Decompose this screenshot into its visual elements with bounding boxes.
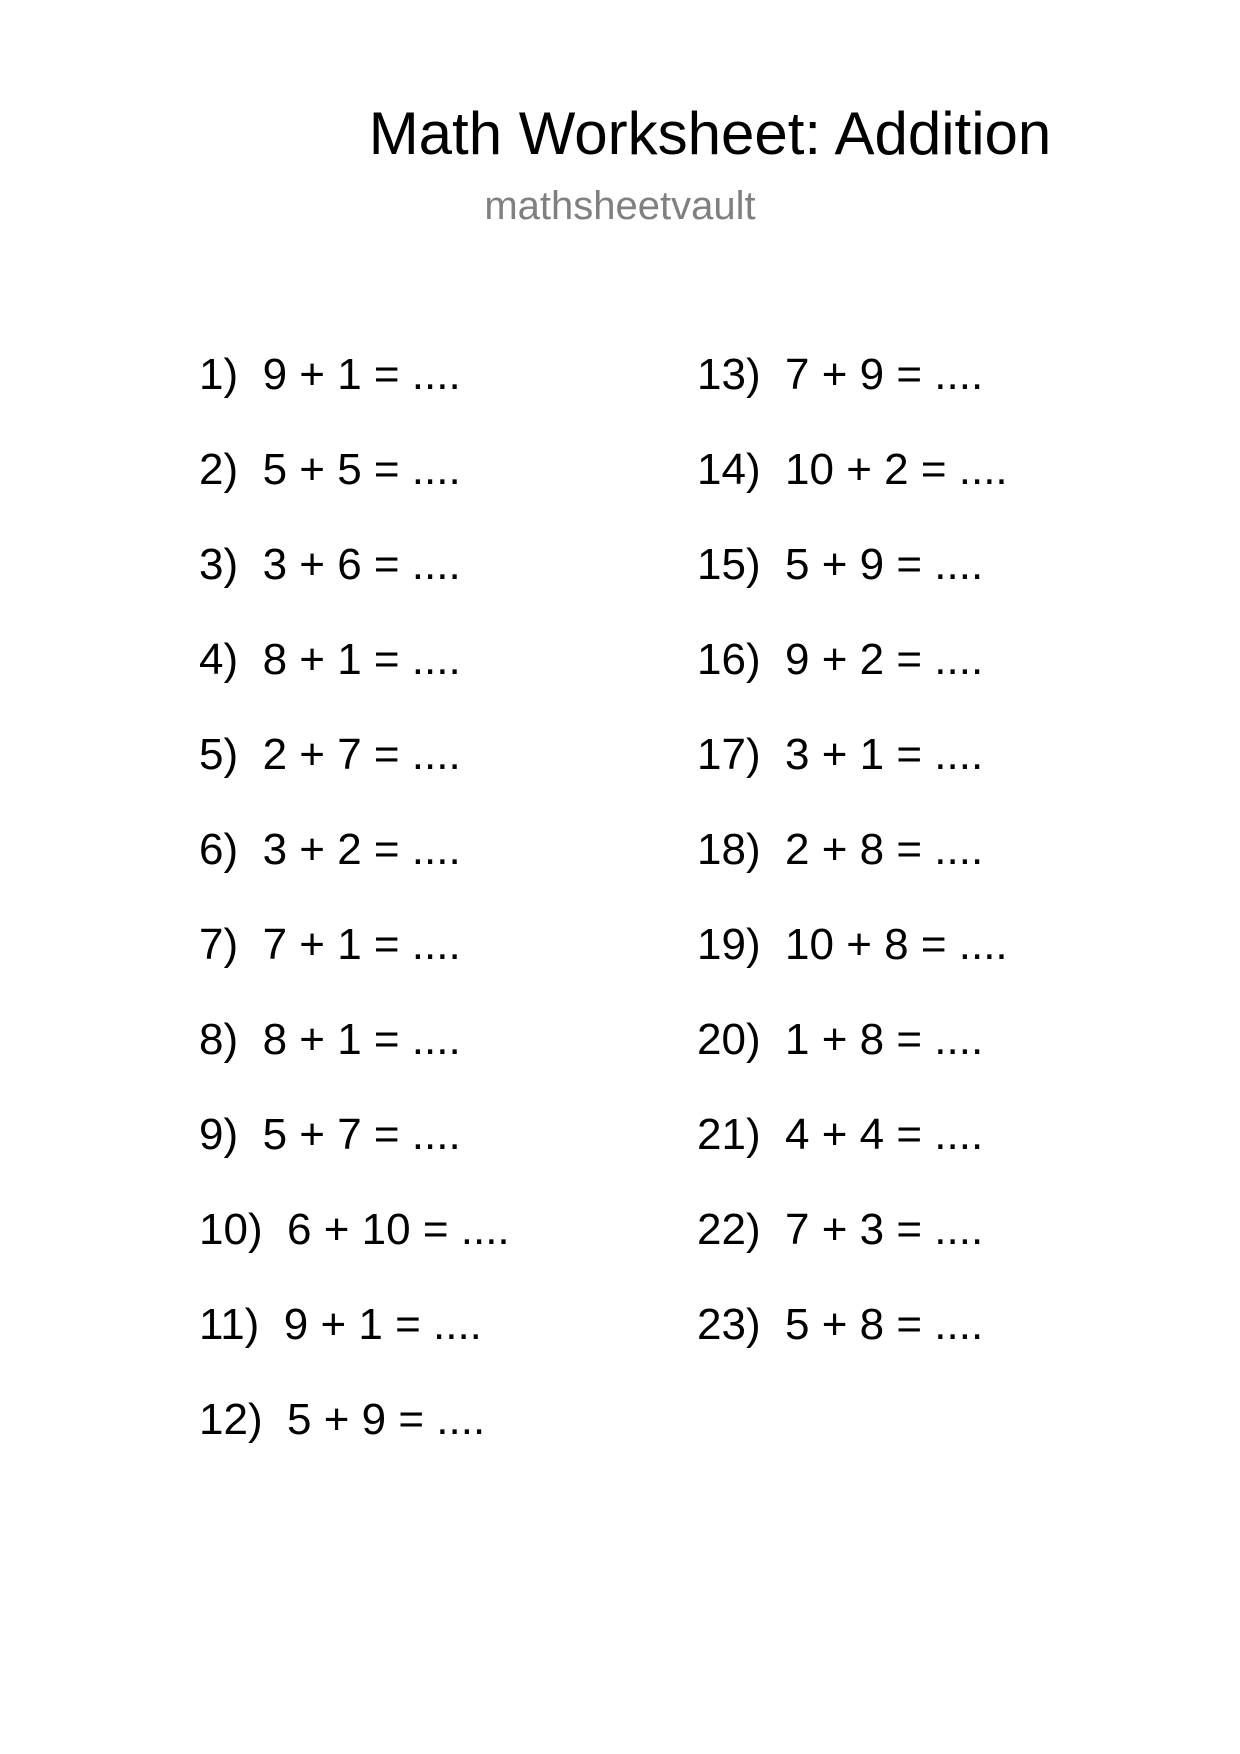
problem-13: 13) 7 + 9 = ....: [697, 350, 984, 399]
worksheet-title: Math Worksheet: Addition: [368, 100, 1052, 167]
problem-list-right: [697, 345, 1008, 1390]
problem-22: 22) 7 + 3 = ....: [697, 1205, 984, 1254]
problem-4: 4) 8 + 1 = ....: [199, 635, 461, 684]
problem-3: 3) 3 + 6 = ....: [199, 540, 461, 589]
problem-6: 6) 3 + 2 = ....: [199, 825, 461, 874]
problem-9: 9) 5 + 7 = ....: [199, 1110, 461, 1159]
problem-8: 8) 8 + 1 = ....: [199, 1015, 461, 1064]
worksheet-source: mathsheetvault: [484, 184, 756, 228]
problem-12: 12) 5 + 9 = ....: [199, 1395, 486, 1444]
problem-15: 15) 5 + 9 = ....: [697, 540, 984, 589]
problem-18: 18) 2 + 8 = ....: [697, 825, 984, 874]
problem-19: 19) 10 + 8 = ....: [697, 920, 1008, 969]
problem-11: 11) 9 + 1 = ....: [199, 1300, 482, 1349]
problem-list-left: [199, 345, 510, 1485]
problem-17: 17) 3 + 1 = ....: [697, 730, 984, 779]
problem-14: 14) 10 + 2 = ....: [697, 445, 1008, 494]
problem-1: 1) 9 + 1 = ....: [199, 350, 461, 399]
problem-2: 2) 5 + 5 = ....: [199, 445, 461, 494]
problem-20: 20) 1 + 8 = ....: [697, 1015, 984, 1064]
problem-21: 21) 4 + 4 = ....: [697, 1110, 984, 1159]
problem-7: 7) 7 + 1 = ....: [199, 920, 461, 969]
problem-10: 10) 6 + 10 = ....: [199, 1205, 510, 1254]
problem-23: 23) 5 + 8 = ....: [697, 1300, 984, 1349]
problem-5: 5) 2 + 7 = ....: [199, 730, 461, 779]
problem-16: 16) 9 + 2 = ....: [697, 635, 984, 684]
